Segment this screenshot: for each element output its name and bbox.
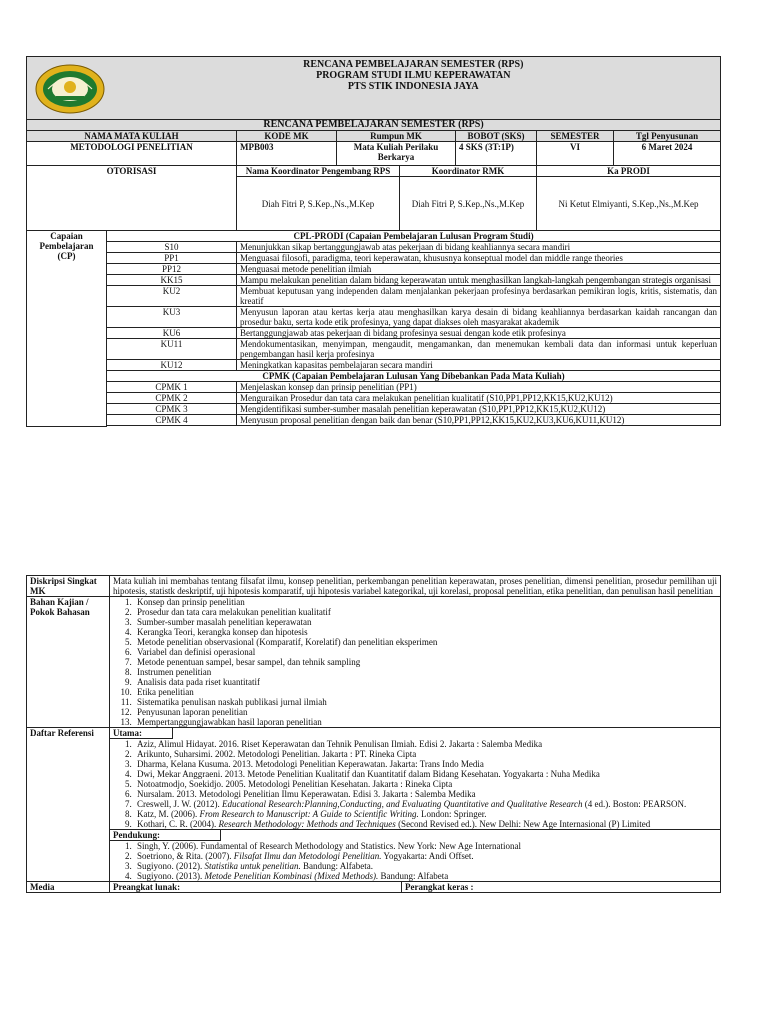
course-semester: VI <box>537 142 614 166</box>
topics-label: Bahan Kajian / Pokok Bahasan <box>27 597 110 728</box>
description-text: Mata kuliah ini membahas tentang filsafat ilmu, konsep penelitian, perkembangan penelitian keperawatan, proses penelitian, dimensi penelitian, prosedur pemilihan uji hipotesis, statistk deskriptif, uji hipotesis komparatif, uji hipotesis variabel kategorikal, uji korelasi, proposal penelitian, etika penelitian, dan penulisan hasil penelitian <box>110 576 721 597</box>
reference-item <box>134 739 717 749</box>
support-references-list <box>113 841 717 881</box>
topic-item: 9. Analisis data pada riset kuantitatif <box>134 677 717 687</box>
label-semester: SEMESTER <box>537 131 614 142</box>
reference-title: Metode Penelitian Kombinasi (Mixed Methods). <box>204 871 379 881</box>
cpmk-code: CPMK 2 <box>107 393 237 404</box>
reference-text: Soetriono, & Rita. (2007). <box>137 851 234 861</box>
authorization-label: OTORISASI <box>27 166 237 231</box>
reference-title: From Research to Manuscript: A Guide to Scientific Writing. <box>199 809 419 819</box>
cpl-text: Mendokumentasikan, menyimpan, mengaudit, mengamankan, dan menemukan kembali data dan informasi untuk keperluan pengembangan hasil kerja profesinya <box>237 339 721 360</box>
topic-item: 3. Sumber-sumber masalah penelitian keperawatan <box>134 617 717 627</box>
reference-text: Dharma, Kelana Kusuma. 2013. Metodologi Penelitian Keperawatan. Jakarta: Trans Indo Media <box>137 759 484 769</box>
topic-item: 4. Kerangka Teori, kerangka konsep dan hipotesis <box>134 627 717 637</box>
main-references-list <box>113 739 717 829</box>
cpl-code: KK15 <box>107 275 237 286</box>
role-head-of-program: Ka PRODI <box>537 166 721 177</box>
cpl-code: S10 <box>107 242 237 253</box>
reference-text: Singh, Y. (2006). Fundamental of Research Methodology and Statistics. New York: New Age International <box>137 841 521 851</box>
reference-item <box>134 789 717 799</box>
topic-item: 5. Metode penelitian observasional (Komparatif, Korelatif) dan penelitian eksperimen <box>134 637 717 647</box>
cpl-code: KU3 <box>107 307 237 328</box>
topic-item: 1. Konsep dan prinsip penelitian <box>134 597 717 607</box>
cpmk-code: CPMK 4 <box>107 415 237 426</box>
description-label: Diskripsi Singkat MK <box>27 576 110 597</box>
reference-item <box>134 809 717 819</box>
course-code: MPB003 <box>237 142 337 166</box>
reference-publisher: (Second Revised ed.). New Delhi: New Age Internasional (P) Limited <box>395 819 651 829</box>
cpl-code: KU6 <box>107 328 237 339</box>
label-compile-date: Tgl Penyusunan <box>614 131 721 142</box>
reference-item <box>134 769 717 779</box>
cpmk-text: Menguraikan Prosedur dan tata cara melakukan penelitian kualitatif (S10,PP1,PP12,KK15,KU2,KU12) <box>237 393 721 404</box>
reference-title: Research Methodology: Methods and Techniques <box>218 819 396 829</box>
reference-item <box>134 799 717 809</box>
reference-text: Dwi, Mekar Anggraeni. 2013. Metode Penelitian Kualitatif dan Kuantitatif dalam Bidang Kesehatan. Yogyakarta : Nuha Medika <box>137 769 600 779</box>
reference-text: Sugiyono. (2012). <box>137 861 205 871</box>
course-cluster: Mata Kuliah Perilaku Berkarya <box>337 142 456 166</box>
cpmk-code: CPMK 1 <box>107 382 237 393</box>
support-references-cell <box>110 830 721 882</box>
course-details-table <box>26 575 721 893</box>
cpl-code: KU2 <box>107 286 237 307</box>
media-hardware: Perangkat keras : <box>402 882 721 893</box>
topic-item: 7. Metode penentuan sampel, besar sampel, dan tehnik sampling <box>134 657 717 667</box>
support-references-label: Pendukung: <box>110 830 221 841</box>
reference-item <box>134 851 717 861</box>
reference-publisher: London: Springer. <box>418 809 487 819</box>
cpmk-text: Menyusun proposal penelitian dengan baik dan benar (S10,PP1,PP12,KK15,KU2,KU3,KU6,KU11,KU12) <box>237 415 721 426</box>
cpl-code: KU12 <box>107 360 237 371</box>
cpl-text: Mampu melakukan penelitian dalam bidang keperawatan untuk menghasilkan langkah-langkah pengembangan strategis organisasi <box>237 275 721 286</box>
header-line-2: PROGRAM STUDI ILMU KEPERAWATAN <box>316 70 511 81</box>
reference-text: Nursalam. 2013. Metodologi Penelitian Ilmu Keperawatan. Edisi 3. Jakarta : Salemba Medika <box>137 789 476 799</box>
cpmk-title: CPMK (Capaian Pembelajaran Lulusan Yang Dibebankan Pada Mata Kuliah) <box>107 371 721 382</box>
course-compile-date: 6 Maret 2024 <box>614 142 721 166</box>
header-line-1: RENCANA PEMBELAJARAN SEMESTER (RPS) <box>303 59 524 70</box>
course-credits: 4 SKS (3T:1P) <box>456 142 537 166</box>
reference-title: Educational Research:Planning,Conducting, and Evaluating Quantitative and Qualitative Research <box>222 799 583 809</box>
reference-publisher: Yogyakarta: Andi Offset. <box>381 851 474 861</box>
reference-text: Creswell, J. W. (2012). <box>137 799 222 809</box>
cpl-text: Membuat keputusan yang independen dalam menjalankan pekerjaan profesinya berdasarkan pemikiran logis, kritis, sistematis, dan kreatif <box>237 286 721 307</box>
topic-item: 11. Sistematika penulisan naskah publikasi jurnal ilmiah <box>134 697 717 707</box>
label-course-code: KODE MK <box>237 131 337 142</box>
head-of-program-name: Ni Ketut Elmiyanti, S.Kep.,Ns.,M.Kep <box>537 177 721 231</box>
cpmk-text: Menjelaskan konsep dan prinsip penelitian (PP1) <box>237 382 721 393</box>
main-references-label: Utama: <box>110 728 173 739</box>
rps-coordinator-name: Diah Fitri P, S.Kep.,Ns.,M.Kep <box>237 177 400 231</box>
rps-header-table <box>26 56 721 427</box>
reference-item <box>134 861 717 871</box>
media-software: Preangkat lunak: <box>110 882 402 893</box>
topics-list <box>113 597 717 727</box>
cpl-text: Menguasai filosofi, paradigma, teori keperawatan, khususnya konseptual model dan middle range theories <box>237 253 721 264</box>
logo-cell <box>27 57 107 120</box>
cpmk-text: Mengidentifikasi sumber-sumber masalah penelitian keperawatan (S10,PP1,PP12,KK15,KU2,KU12) <box>237 404 721 415</box>
reference-item <box>134 749 717 759</box>
cpl-text: Meningkatkan kapasitas pembelajaran secara mandiri <box>237 360 721 371</box>
topic-item: 12. Penyusunan laporan penelitian <box>134 707 717 717</box>
reference-publisher: Bandung: Alfabeta. <box>300 861 373 871</box>
cp-label: Capaian Pembelajaran (CP) <box>27 231 107 427</box>
reference-item <box>134 841 717 851</box>
cpl-code: PP1 <box>107 253 237 264</box>
reference-publisher: Bandung: Alfabeta <box>378 871 449 881</box>
topic-item: 13. Mempertanggungjawabkan hasil laporan penelitian <box>134 717 717 727</box>
main-references-cell <box>110 728 721 830</box>
cpl-code: PP12 <box>107 264 237 275</box>
reference-text: Sugiyono. (2013). <box>137 871 205 881</box>
cpl-text: Menunjukkan sikap bertanggungjawab atas pekerjaan di bidang keahliannya secara mandiri <box>237 242 721 253</box>
topic-item: 2. Prosedur dan tata cara melakukan penelitian kualitatif <box>134 607 717 617</box>
rps-subtitle: RENCANA PEMBELAJARAN SEMESTER (RPS) <box>27 120 721 131</box>
reference-text: Katz, M. (2006). <box>137 809 200 819</box>
reference-item <box>134 779 717 789</box>
cpl-code: KU11 <box>107 339 237 360</box>
references-label: Daftar Referensi <box>27 728 110 882</box>
reference-title: Statistika untuk penelitian. <box>204 861 301 871</box>
label-course-name: NAMA MATA KULIAH <box>27 131 237 142</box>
media-label: Media <box>27 882 110 893</box>
rmk-coordinator-name: Diah Fitri P, S.Kep.,Ns.,M.Kep <box>400 177 537 231</box>
topic-item: 8. Instrumen penelitian <box>134 667 717 677</box>
cpmk-code: CPMK 3 <box>107 404 237 415</box>
cpl-text: Bertanggungjawab atas pekerjaan di bidang profesinya sesuai dengan kode etik profesinya <box>237 328 721 339</box>
reference-item <box>134 819 717 829</box>
role-rps-coordinator: Nama Koordinator Pengembang RPS <box>237 166 400 177</box>
institution-seal-icon <box>34 63 106 115</box>
reference-item <box>134 871 717 881</box>
role-rmk-coordinator: Koordinator RMK <box>400 166 537 177</box>
cpl-title: CPL-PRODI (Capaian Pembelajaran Lulusan Program Studi) <box>107 231 721 242</box>
topics-cell <box>110 597 721 728</box>
cpl-text: Menguasai metode penelitian ilmiah <box>237 264 721 275</box>
topic-item: 6. Variabel dan definisi operasional <box>134 647 717 657</box>
course-name: METODOLOGI PENELITIAN <box>27 142 237 166</box>
topic-item: 10. Etika penelitian <box>134 687 717 697</box>
header-title-block <box>107 57 721 120</box>
reference-publisher: (4 ed.). Boston: PEARSON. <box>582 799 687 809</box>
reference-text: Aziz, Alimul Hidayat. 2016. Riset Keperawatan dan Tehnik Penulisan Ilmiah. Edisi 2. Jakarta : Salemba Medika <box>137 739 543 749</box>
reference-title: Filsafat Ilmu dan Metodologi Penelitian. <box>233 851 382 861</box>
reference-item <box>134 759 717 769</box>
cpl-text: Menyusun laporan atau kertas kerja atau menghasilkan karya desain di bidang keahliannya berdasarkan kaidah rancangan dan prosedur baku, serta kode etik profesinya, yang dapat diakses oleh masyarakat akademik <box>237 307 721 328</box>
reference-text: Kothari, C. R. (2004). <box>137 819 219 829</box>
label-course-cluster: Rumpun MK <box>337 131 456 142</box>
reference-text: Arikunto, Suharsimi. 2002. Metodologi Penelitian. Jakarta : PT. Rineka Cipta <box>137 749 417 759</box>
reference-text: Notoatmodjo, Soekidjo. 2005. Metodologi Penelitian Kesehatan. Jakarta : Rineka Cipta <box>137 779 453 789</box>
header-line-3: PTS STIK INDONESIA JAYA <box>347 81 479 92</box>
label-course-credits: BOBOT (SKS) <box>456 131 537 142</box>
